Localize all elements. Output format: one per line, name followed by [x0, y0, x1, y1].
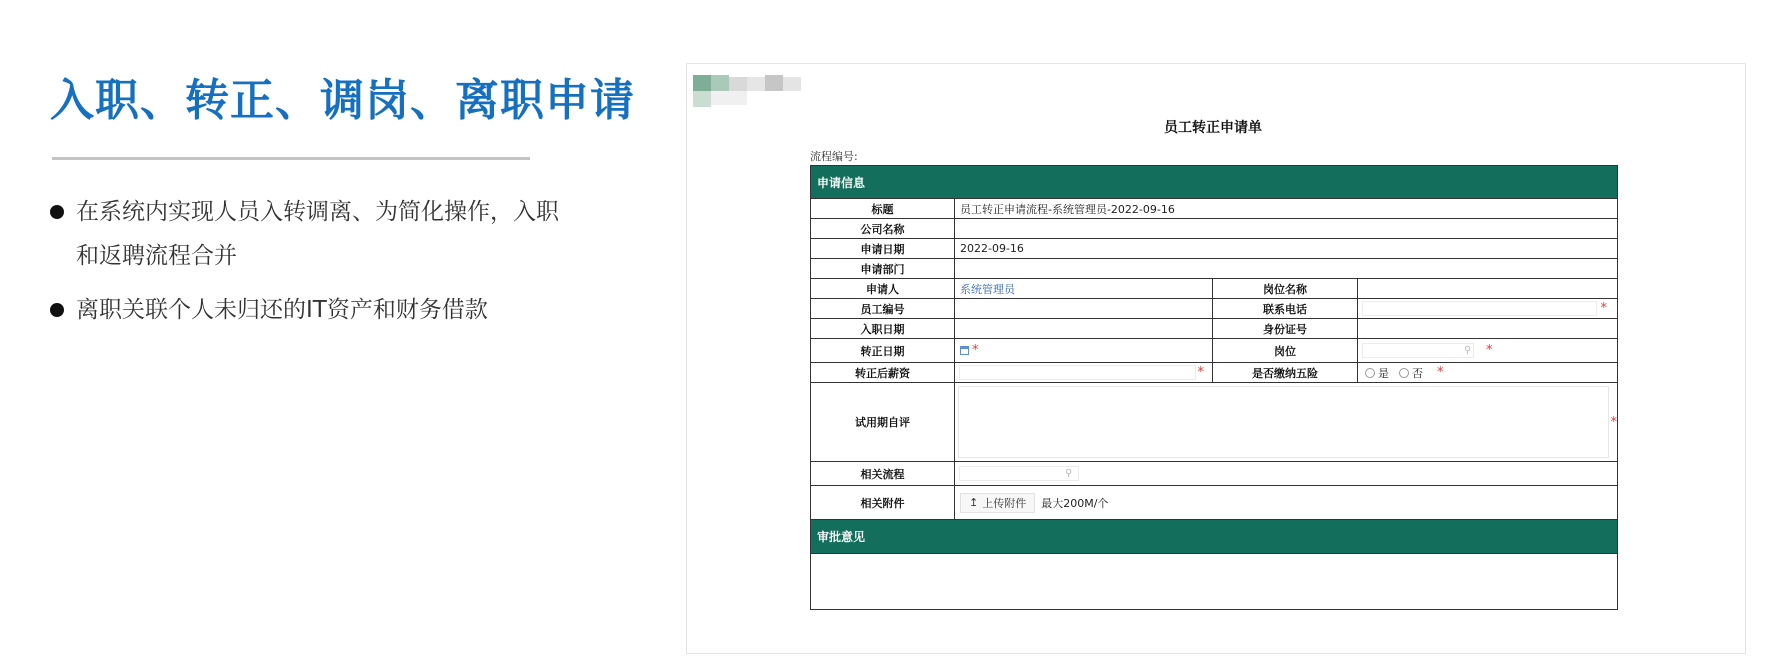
row-related-flow [811, 461, 1617, 485]
id-no-label: 身份证号 [1213, 319, 1358, 338]
bullet-text: 在系统内实现人员入转调离、为简化操作，入职 [76, 199, 559, 225]
row-apply-dept [811, 258, 1617, 278]
upload-button-label: 上传附件 [982, 496, 1027, 510]
position-name-field[interactable] [1358, 279, 1617, 298]
required-mark: * [1610, 414, 1617, 430]
applicant-field[interactable] [955, 279, 1213, 298]
insurance-field [1358, 363, 1617, 382]
insurance-no-label[interactable]: 否 [1412, 366, 1423, 380]
row-salary [811, 362, 1617, 382]
self-eval-label: 试用期自评 [811, 383, 955, 461]
approval-opinion-area[interactable] [811, 553, 1617, 609]
emp-no-field[interactable] [955, 299, 1213, 318]
id-no-field[interactable] [1358, 319, 1617, 338]
section-approval: 审批意见 [811, 519, 1617, 553]
row-company [811, 218, 1617, 238]
regular-date-label: 转正日期 [811, 339, 955, 362]
row-self-eval [811, 382, 1617, 461]
phone-field[interactable] [1358, 299, 1617, 318]
related-flow-input[interactable] [959, 466, 1079, 481]
apply-date-field[interactable] [955, 239, 1617, 258]
form-title: 员工转正申请单 [1164, 120, 1262, 136]
salary-input[interactable] [959, 365, 1196, 380]
required-mark: * [1486, 343, 1493, 358]
bullet-item [50, 288, 610, 332]
bullet-list [50, 190, 610, 342]
company-field[interactable] [955, 219, 1617, 238]
calendar-icon[interactable] [960, 346, 969, 355]
apply-form [810, 165, 1618, 610]
search-icon[interactable]: ⚲ [1065, 468, 1073, 479]
title-value: 员工转正申请流程-系统管理员-2022-09-16 [960, 202, 1175, 216]
bullet-text: 离职关联个人未归还的IT资产和财务借款 [76, 297, 488, 323]
related-flow-field[interactable] [955, 462, 1617, 485]
join-date-field[interactable] [955, 319, 1213, 338]
blurred-logo [693, 73, 803, 111]
insurance-no-radio[interactable] [1399, 368, 1409, 378]
self-eval-textarea[interactable] [958, 386, 1609, 458]
emp-no-label: 员工编号 [811, 299, 955, 318]
insurance-yes-radio[interactable] [1365, 368, 1375, 378]
flow-number-label: 流程编号: [810, 150, 858, 163]
row-join-date [811, 318, 1617, 338]
apply-dept-label: 申请部门 [811, 259, 955, 278]
regular-date-field[interactable] [955, 339, 1213, 362]
required-mark: * [1600, 301, 1607, 316]
required-mark: * [1437, 365, 1444, 380]
position-name-label: 岗位名称 [1213, 279, 1358, 298]
required-mark: * [1197, 365, 1204, 380]
salary-field[interactable] [955, 363, 1213, 382]
applicant-label: 申请人 [811, 279, 955, 298]
self-eval-field [955, 383, 1617, 461]
bullet-text-continued: 和返聘流程合并 [76, 243, 237, 269]
upload-hint: 最大200M/个 [1041, 496, 1109, 510]
attachment-field [955, 486, 1617, 519]
salary-label: 转正后薪资 [811, 363, 955, 382]
apply-dept-field[interactable] [955, 259, 1617, 278]
search-icon[interactable]: ⚲ [1464, 345, 1472, 356]
row-title [811, 198, 1617, 218]
related-flow-label: 相关流程 [811, 462, 955, 485]
post-input[interactable] [1362, 343, 1474, 358]
bullet-dot [50, 205, 64, 219]
company-label: 公司名称 [811, 219, 955, 238]
applicant-link[interactable]: 系统管理员 [960, 282, 1015, 296]
apply-date-label: 申请日期 [811, 239, 955, 258]
row-apply-date [811, 238, 1617, 258]
slide-title: 入职、转正、调岗、离职申请 [50, 75, 635, 126]
phone-label: 联系电话 [1213, 299, 1358, 318]
attachment-label: 相关附件 [811, 486, 955, 519]
title-divider [52, 157, 530, 160]
upload-icon: ↥ [969, 496, 979, 509]
row-attachment [811, 485, 1617, 519]
post-label: 岗位 [1213, 339, 1358, 362]
row-emp-no [811, 298, 1617, 318]
required-mark: * [972, 343, 979, 358]
join-date-label: 入职日期 [811, 319, 955, 338]
bullet-dot [50, 303, 64, 317]
phone-input[interactable] [1362, 301, 1597, 316]
title-field[interactable] [955, 199, 1617, 218]
bullet-item [50, 190, 610, 278]
row-applicant [811, 278, 1617, 298]
row-regular-date [811, 338, 1617, 362]
title-label: 标题 [811, 199, 955, 218]
section-apply-info: 申请信息 [811, 166, 1617, 198]
post-field[interactable] [1358, 339, 1617, 362]
insurance-label: 是否缴纳五险 [1213, 363, 1358, 382]
apply-date-value: 2022-09-16 [960, 242, 1024, 255]
upload-button[interactable] [960, 493, 1035, 513]
insurance-yes-label[interactable]: 是 [1378, 366, 1389, 380]
